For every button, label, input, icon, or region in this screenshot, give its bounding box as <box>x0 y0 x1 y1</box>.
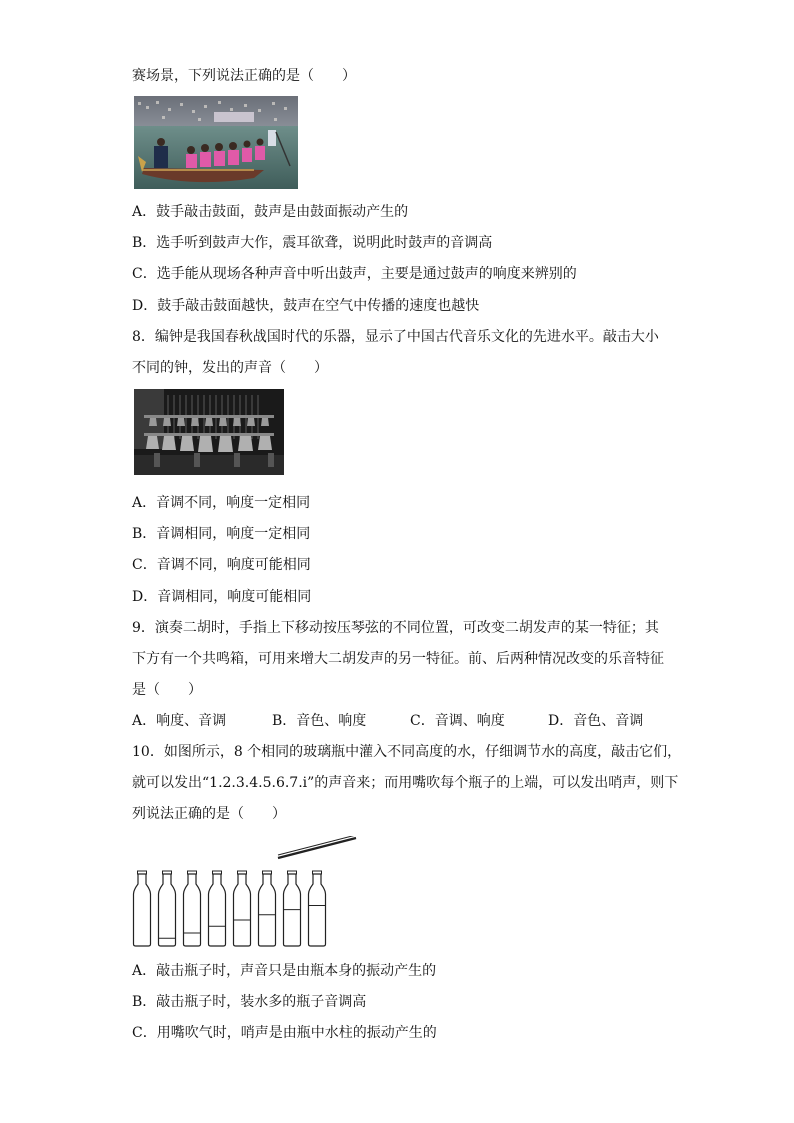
q9-option-b: B．音色、响度 <box>272 713 367 729</box>
q7-stem-tail: 赛场景，下列说法正确的是（ ） <box>132 68 356 84</box>
glass-bottle <box>234 871 251 946</box>
q8-option-c: C．音调不同，响度可能相同 <box>132 557 311 573</box>
q9-stem-line1: 9．演奏二胡时，手指上下移动按压琴弦的不同位置，可改变二胡发声的某一特征；其 <box>132 620 659 636</box>
q10-option-b: B．敲击瓶子时，装水多的瓶子音调高 <box>132 994 367 1010</box>
q10-stem-line1: 10．如图所示，8 个相同的玻璃瓶中灌入不同高度的水，仔细调节水的高度，敲击它们， <box>132 744 682 760</box>
q8-option-b: B．音调相同，响度一定相同 <box>132 526 311 542</box>
dragon-boat-photo <box>134 96 298 189</box>
striking-rod <box>278 838 356 858</box>
q9-option-a: A．响度、音调 <box>132 713 227 729</box>
bottle-outline <box>259 874 276 946</box>
q9-option-d: D．音色、音调 <box>548 713 644 729</box>
q7-option-a: A．鼓手敲击鼓面，鼓声是由鼓面振动产生的 <box>132 204 409 220</box>
bottle-lip <box>238 871 247 874</box>
bottle-lip <box>188 871 197 874</box>
bottle-lip <box>163 871 172 874</box>
q9-stem-line3: 是（ ） <box>132 682 202 698</box>
q7-option-c: C．选手能从现场各种声音中听出鼓声，主要是通过鼓声的响度来辨别的 <box>132 266 577 282</box>
glass-bottles-figure <box>130 836 360 950</box>
glass-bottle <box>159 871 176 946</box>
glass-bottle <box>209 871 226 946</box>
bottle-outline <box>209 874 226 946</box>
bottle-lip <box>313 871 322 874</box>
q10-option-c: C．用嘴吹气时，哨声是由瓶中水柱的振动产生的 <box>132 1025 437 1041</box>
q9-stem-line2: 下方有一个共鸣箱，可用来增大二胡发声的另一特征。前、后两种情况改变的乐音特征 <box>132 651 664 667</box>
bottle-lip <box>213 871 222 874</box>
bottle-lip <box>288 871 297 874</box>
bottle-outline <box>234 874 251 946</box>
glass-bottle <box>284 871 301 946</box>
q7-option-b: B．选手听到鼓声大作，震耳欲聋，说明此时鼓声的音调高 <box>132 235 493 251</box>
q8-option-d: D．音调相同，响度可能相同 <box>132 589 312 605</box>
q8-option-a: A．音调不同，响度一定相同 <box>132 495 311 511</box>
bottle-outline <box>309 874 326 946</box>
bottle-outline <box>184 874 201 946</box>
bottle-lip <box>263 871 272 874</box>
bottle-outline <box>134 874 151 946</box>
q9-option-c: C．音调、响度 <box>410 713 505 729</box>
bottle-lip <box>138 871 147 874</box>
glass-bottle <box>134 871 151 946</box>
bottle-outline <box>159 874 176 946</box>
q7-option-d: D．鼓手敲击鼓面越快，鼓声在空气中传播的速度也越快 <box>132 298 480 314</box>
glass-bottle <box>259 871 276 946</box>
glass-bottle <box>309 871 326 946</box>
q8-stem-line2: 不同的钟，发出的声音（ ） <box>132 360 328 376</box>
q10-option-a: A．敲击瓶子时，声音只是由瓶本身的振动产生的 <box>132 963 437 979</box>
glass-bottle <box>184 871 201 946</box>
bianzhong-bells-photo <box>134 389 284 475</box>
q10-stem-line3: 列说法正确的是（ ） <box>132 806 286 822</box>
q10-stem-line2: 就可以发出“1.2.3.4.5.6.7.i”的声音来；而用嘴吹每个瓶子的上端，可以发出哨声，则下 <box>132 775 679 791</box>
q8-stem-line1: 8．编钟是我国春秋战国时代的乐器，显示了中国古代音乐文化的先进水平。敲击大小 <box>132 329 659 345</box>
striking-rod-edge <box>278 836 356 855</box>
